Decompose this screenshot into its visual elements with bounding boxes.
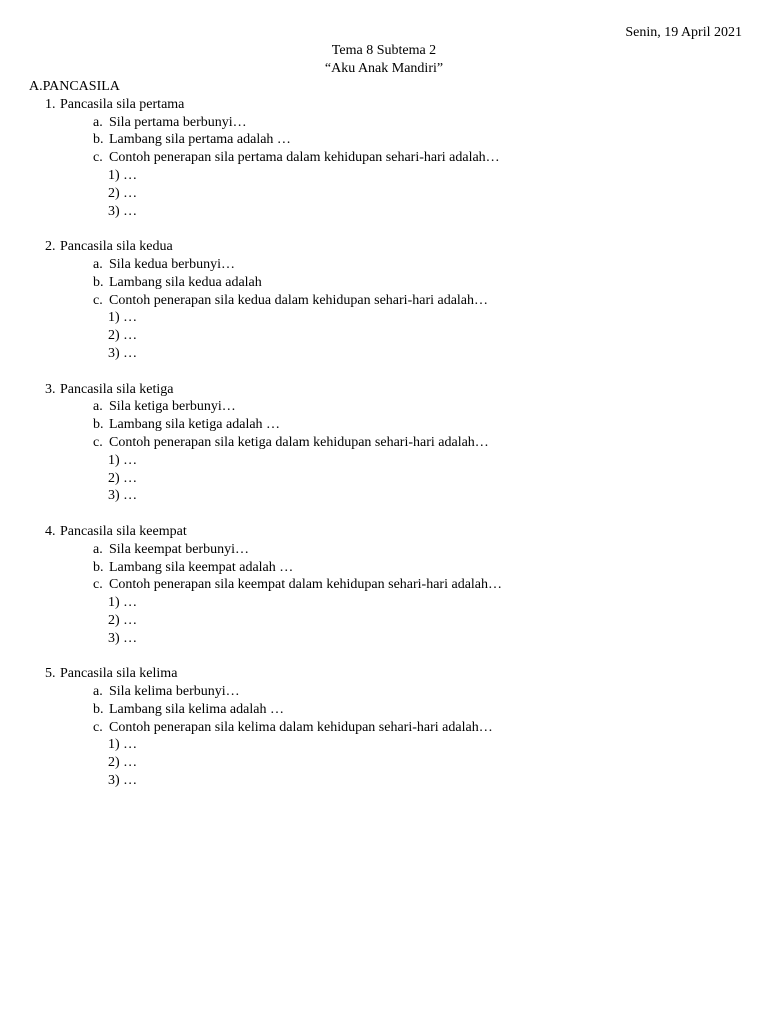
question-5 — [29, 665, 748, 790]
sub-question-letter: a. — [93, 256, 103, 272]
sub-question-b — [60, 274, 748, 292]
sub-question-b — [60, 701, 748, 719]
answer-blank: 2) … — [108, 755, 138, 771]
question-list — [29, 96, 748, 790]
answer-blank: 1) … — [108, 452, 138, 468]
answer-blank: 2) … — [108, 470, 138, 486]
answer-blank: 1) … — [108, 737, 138, 753]
sub-question-text: Lambang sila keempat adalah … — [109, 559, 294, 575]
sub-question-text: Contoh penerapan sila keempat dalam kehidupan sehari-hari adalah… — [109, 577, 503, 593]
sub-question-letter: c. — [93, 292, 103, 308]
sub-question-c — [60, 434, 748, 452]
sub-question-letter: b. — [93, 559, 104, 575]
sub-question-text: Contoh penerapan sila pertama dalam kehidupan sehari-hari adalah… — [109, 150, 500, 166]
sub-question-letter: b. — [93, 132, 104, 148]
sub-question-a — [60, 256, 748, 274]
sub-question-letter: a. — [93, 684, 103, 700]
header-subtitle: “Aku Anak Mandiri” — [324, 60, 444, 76]
question-title: Pancasila sila keempat — [60, 523, 187, 539]
sub-question-letter: b. — [93, 417, 104, 433]
question-number: 2. — [45, 239, 56, 255]
sub-question-text: Sila ketiga berbunyi… — [109, 399, 236, 415]
answer-blank: 3) … — [108, 773, 138, 789]
document-body — [29, 78, 748, 808]
question-1 — [29, 96, 748, 221]
sub-question-letter: c. — [93, 719, 103, 735]
sub-question-letter: b. — [93, 701, 104, 717]
answer-blank: 3) … — [108, 345, 138, 361]
answer-blank: 3) … — [108, 630, 138, 646]
sub-question-b — [60, 131, 748, 149]
question-2 — [29, 238, 748, 363]
sub-question-text: Lambang sila kedua adalah — [109, 274, 262, 290]
question-number: 1. — [45, 96, 56, 112]
answer-blank: 3) … — [108, 203, 138, 219]
answer-blank: 3) … — [108, 488, 138, 504]
sub-question-text: Contoh penerapan sila kelima dalam kehidupan sehari-hari adalah… — [109, 719, 493, 735]
question-number: 3. — [45, 381, 56, 397]
answer-blank: 1) … — [108, 310, 138, 326]
sub-question-letter: a. — [93, 114, 103, 130]
sub-question-letter: b. — [93, 274, 104, 290]
sub-question-text: Lambang sila pertama adalah … — [109, 132, 291, 148]
section-title: A.PANCASILA — [29, 79, 120, 94]
sub-question-letter: c. — [93, 434, 103, 450]
sub-question-a — [60, 683, 748, 701]
sub-question-c — [60, 292, 748, 310]
sub-question-letter: c. — [93, 150, 103, 166]
sub-question-letter: c. — [93, 577, 103, 593]
answer-blank: 1) … — [108, 167, 138, 183]
question-title: Pancasila sila kelima — [60, 666, 178, 682]
header-theme: Tema 8 Subtema 2 — [331, 43, 437, 58]
sub-question-a — [60, 541, 748, 559]
answer-blank: 2) … — [108, 328, 138, 344]
question-3 — [29, 381, 748, 506]
sub-question-text: Lambang sila kelima adalah … — [109, 701, 284, 717]
sub-question-text: Sila keempat berbunyi… — [109, 541, 249, 557]
question-number: 4. — [45, 523, 56, 539]
sub-question-b — [60, 559, 748, 577]
sub-question-text: Sila kelima berbunyi… — [109, 684, 240, 700]
sub-question-letter: a. — [93, 399, 103, 415]
sub-question-c — [60, 149, 748, 167]
sub-question-text: Contoh penerapan sila ketiga dalam kehidupan sehari-hari adalah… — [109, 434, 489, 450]
sub-question-text: Sila kedua berbunyi… — [109, 256, 235, 272]
sub-question-letter: a. — [93, 541, 103, 557]
document-header — [0, 42, 768, 78]
question-4 — [29, 523, 748, 648]
question-number: 5. — [45, 666, 56, 682]
document-date: Senin, 19 April 2021 — [625, 25, 742, 40]
sub-question-b — [60, 416, 748, 434]
sub-question-text: Lambang sila ketiga adalah … — [109, 417, 281, 433]
sub-question-a — [60, 114, 748, 132]
sub-question-a — [60, 398, 748, 416]
question-title: Pancasila sila kedua — [60, 239, 173, 255]
answer-blank: 2) … — [108, 612, 138, 628]
sub-question-text: Sila pertama berbunyi… — [109, 114, 247, 130]
sub-question-c — [60, 576, 748, 594]
answer-blank: 2) … — [108, 185, 138, 201]
question-title: Pancasila sila pertama — [60, 96, 185, 112]
answer-blank: 1) … — [108, 595, 138, 611]
question-title: Pancasila sila ketiga — [60, 381, 174, 397]
sub-question-c — [60, 719, 748, 737]
sub-question-text: Contoh penerapan sila kedua dalam kehidupan sehari-hari adalah… — [109, 292, 489, 308]
